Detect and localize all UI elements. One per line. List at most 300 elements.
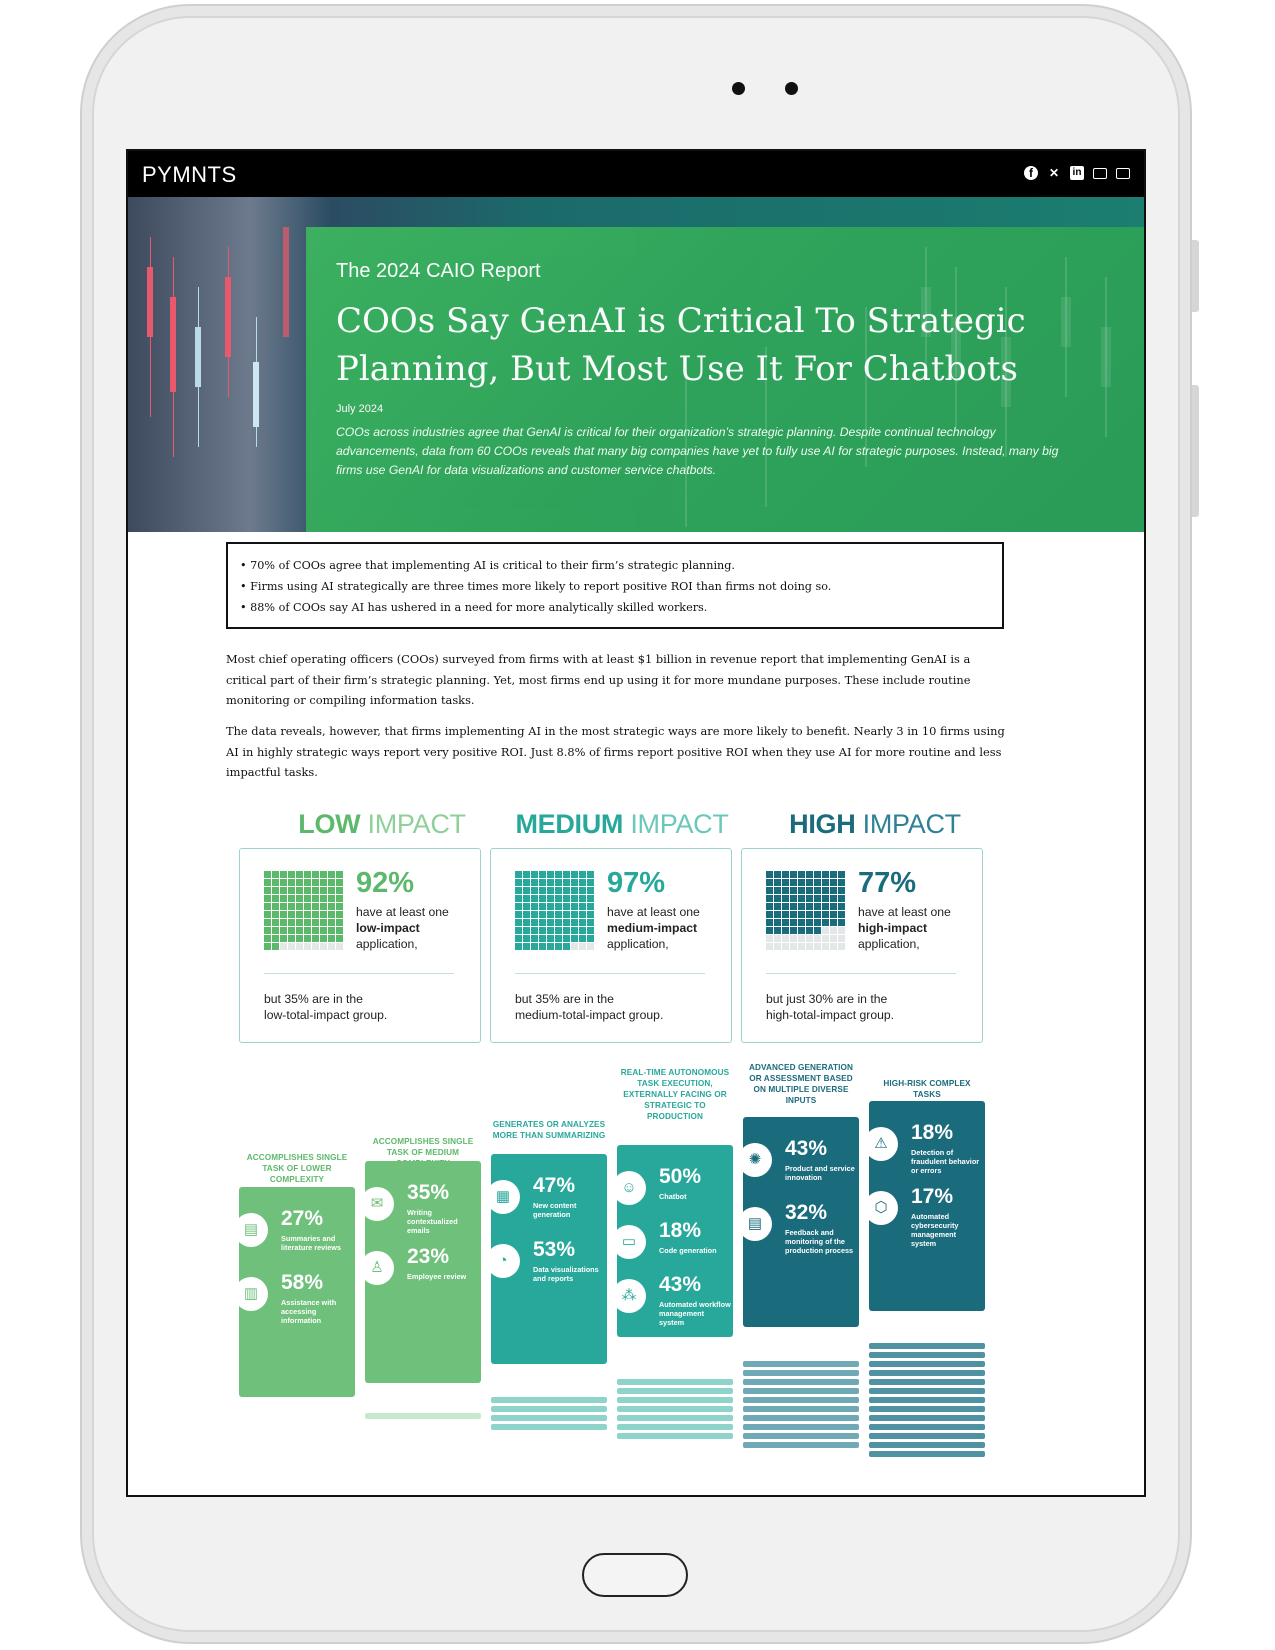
waffle-square [539, 919, 546, 926]
waffle-square [838, 879, 845, 886]
column-stripe [743, 1442, 859, 1448]
impact-foot-line: medium-total-impact group. [515, 1008, 664, 1022]
waffle-square [272, 887, 279, 894]
waffle-square [563, 887, 570, 894]
impact-suffix: IMPACT [623, 809, 729, 839]
mail-icon[interactable] [1093, 168, 1107, 179]
impact-desc-line: have at least one [356, 905, 449, 919]
waffle-square [328, 943, 335, 950]
impact-desc-strong: low-impact [356, 921, 420, 935]
waffle-square [571, 903, 578, 910]
waffle-square [555, 871, 562, 878]
waffle-square [336, 935, 343, 942]
waffle-square [774, 911, 781, 918]
waffle-square [830, 911, 837, 918]
waffle-square [790, 871, 797, 878]
key-point: • 70% of COOs agree that implementing AI is critical to their firm’s strategic planning. [240, 559, 735, 572]
waffle-square [766, 887, 773, 894]
document-search-icon: ▤ [234, 1213, 268, 1247]
waffle-square [790, 895, 797, 902]
impact-desc-strong: medium-impact [607, 921, 698, 935]
waffle-square [555, 943, 562, 950]
x-icon[interactable]: ✕ [1048, 166, 1060, 180]
impact-heading-medium [492, 809, 752, 840]
waffle-square [830, 887, 837, 894]
waffle-square [523, 879, 530, 886]
waffle-square [264, 895, 271, 902]
impact-card-high [741, 848, 983, 1043]
waffle-square [838, 903, 845, 910]
waffle-square [838, 895, 845, 902]
column-label: ACCOMPLISHES SINGLE TASK OF MEDIUM [372, 1137, 474, 1157]
waffle-square [822, 871, 829, 878]
impact-desc-line: application, [858, 937, 920, 951]
waffle-square [547, 903, 554, 910]
waffle-square [272, 927, 279, 934]
waffle-square [539, 887, 546, 894]
column-stripe [491, 1424, 607, 1430]
waffle-square [515, 927, 522, 934]
impact-foot-line: but 35% are in the [264, 992, 363, 1006]
waffle-square [587, 879, 594, 886]
content-icon: ▦ [486, 1180, 520, 1214]
hero-candle [283, 227, 289, 337]
waffle-square [264, 887, 271, 894]
waffle-square [547, 911, 554, 918]
waffle-square [555, 927, 562, 934]
impact-footnote [766, 991, 966, 1023]
waffle-square [296, 919, 303, 926]
waffle-square [782, 927, 789, 934]
waffle-square [539, 871, 546, 878]
waffle-square [336, 895, 343, 902]
waffle-square [312, 927, 319, 934]
report-date: July 2024 [336, 403, 384, 415]
column-label: ACCOMPLISHES SINGLE TASK OF LOWER COMPLEXITY [246, 1153, 348, 1184]
waffle-square [523, 943, 530, 950]
waffle-square [280, 935, 287, 942]
complexity-column [617, 1145, 733, 1337]
waffle-square [798, 935, 805, 942]
waffle-square [782, 895, 789, 902]
waffle-square [272, 895, 279, 902]
use-case-label: Automated workflow management system [659, 1300, 731, 1327]
waffle-square [304, 903, 311, 910]
chart-icon: ◔ [486, 1244, 520, 1278]
waffle-square [304, 895, 311, 902]
clipboard-icon: ▤ [738, 1207, 772, 1241]
use-case-label: Employee review [407, 1272, 467, 1281]
impact-level: HIGH [789, 809, 856, 839]
impact-footnote [515, 991, 715, 1023]
waffle-square [320, 879, 327, 886]
waffle-square [822, 887, 829, 894]
waffle-square [312, 943, 319, 950]
use-case-percentage: 50% [659, 1165, 702, 1188]
impact-percentage: 97% [607, 867, 666, 899]
impact-card-low [239, 848, 481, 1043]
column-stripe [869, 1442, 985, 1448]
waffle-square [328, 879, 335, 886]
waffle-square [539, 879, 546, 886]
waffle-square [515, 887, 522, 894]
waffle-square [563, 871, 570, 878]
waffle-square [587, 871, 594, 878]
waffle-square [304, 911, 311, 918]
waffle-square [571, 887, 578, 894]
waffle-square [830, 927, 837, 934]
tablet-side-button [1192, 240, 1199, 312]
waffle-square [336, 911, 343, 918]
waffle-square [782, 871, 789, 878]
waffle-square [264, 919, 271, 926]
impact-desc-line: have at least one [607, 905, 700, 919]
use-case-label: Summaries and literature reviews [281, 1234, 342, 1252]
impact-desc-strong: high-impact [858, 921, 928, 935]
waffle-square [304, 935, 311, 942]
column-stripe [869, 1352, 985, 1358]
use-case-percentage: 17% [911, 1185, 954, 1208]
key-points-box [226, 542, 1004, 629]
waffle-square [822, 895, 829, 902]
waffle-square [571, 943, 578, 950]
body-paragraph: Most chief operating officers (COOs) surveyed from firms with at least $1 billion in revenue report that implementing GenAI is a critical part of their firm’s strategic planning. Yet, most firms end up using it for more mundane purposes. These include routine monitoring or compiling information tasks. [226, 652, 971, 707]
key-point: • 88% of COOs say AI has ushered in a need for more analytically skilled workers. [240, 601, 708, 614]
card-divider [264, 973, 454, 974]
waffle-square [587, 927, 594, 934]
column-stripe [869, 1433, 985, 1439]
waffle-square [822, 911, 829, 918]
waffle-square [515, 903, 522, 910]
waffle-square [531, 919, 538, 926]
hero-candle [253, 362, 259, 427]
waffle-square [280, 879, 287, 886]
waffle-square [563, 911, 570, 918]
waffle-square [296, 903, 303, 910]
top-bar [128, 151, 1144, 197]
waffle-square [838, 919, 845, 926]
waffle-square [304, 919, 311, 926]
column-stripe [869, 1424, 985, 1430]
waffle-square [336, 903, 343, 910]
report-label: The 2024 CAIO Report [336, 260, 541, 282]
waffle-square [587, 919, 594, 926]
waffle-square [336, 943, 343, 950]
waffle-square [531, 943, 538, 950]
waffle-square [838, 943, 845, 950]
waffle-square [782, 943, 789, 950]
waffle-square [515, 871, 522, 878]
waffle-square [790, 911, 797, 918]
waffle-square [336, 919, 343, 926]
tablet-side-button [1192, 385, 1199, 517]
waffle-square [798, 887, 805, 894]
impact-foot-line: high-total-impact group. [766, 1008, 895, 1022]
waffle-square [280, 919, 287, 926]
waffle-square [312, 911, 319, 918]
waffle-square [336, 927, 343, 934]
column-label: GENERATES OR ANALYZES MORE THAN SUMMARIZING [492, 1120, 606, 1140]
waffle-square [806, 887, 813, 894]
waffle-square [798, 943, 805, 950]
waffle-square [264, 879, 271, 886]
waffle-square [587, 943, 594, 950]
waffle-square [296, 871, 303, 878]
waffle-square [288, 935, 295, 942]
waffle-square [288, 927, 295, 934]
card-divider [766, 973, 956, 974]
hero-banner [128, 197, 1144, 532]
waffle-square [264, 911, 271, 918]
key-point: • Firms using AI strategically are three times more likely to report positive ROI than firms not doing so. [240, 580, 832, 593]
waffle-square [579, 879, 586, 886]
waffle-square [312, 895, 319, 902]
complexity-column [491, 1154, 607, 1364]
waffle-square [320, 903, 327, 910]
waffle-square [320, 911, 327, 918]
employee-icon: ♙ [360, 1251, 394, 1285]
column-stripe [869, 1451, 985, 1457]
waffle-square [579, 903, 586, 910]
waffle-square [296, 879, 303, 886]
waffle-square [515, 879, 522, 886]
waffle-square [272, 911, 279, 918]
hero-panel [306, 227, 1144, 532]
waffle-square [288, 879, 295, 886]
waffle-square [264, 927, 271, 934]
waffle-square [320, 887, 327, 894]
waffle-square [782, 879, 789, 886]
use-case-label: New content generation [533, 1201, 577, 1219]
waffle-square [304, 887, 311, 894]
waffle-square [774, 871, 781, 878]
waffle-square [782, 935, 789, 942]
waffle-square [814, 879, 821, 886]
waffle-square [798, 903, 805, 910]
waffle-square [328, 887, 335, 894]
impact-percentage: 92% [356, 867, 415, 899]
waffle-square [563, 935, 570, 942]
column-stripe [869, 1388, 985, 1394]
facebook-icon[interactable]: f [1024, 166, 1038, 180]
column-stripe [491, 1406, 607, 1412]
waffle-square [328, 935, 335, 942]
waffle-square [579, 935, 586, 942]
waffle-square [830, 935, 837, 942]
impact-description [858, 904, 951, 952]
waffle-square [328, 911, 335, 918]
waffle-square [328, 927, 335, 934]
waffle-square [304, 879, 311, 886]
waffle-square [838, 871, 845, 878]
column-stripe [617, 1397, 733, 1403]
column-stripe [365, 1413, 481, 1419]
waffle-square [547, 887, 554, 894]
waffle-square [806, 935, 813, 942]
column-stripe [743, 1406, 859, 1412]
waffle-chart [515, 871, 595, 949]
column-stripe [617, 1433, 733, 1439]
waffle-square [571, 911, 578, 918]
waffle-square [571, 935, 578, 942]
shield-icon: ⬡ [864, 1191, 898, 1225]
waffle-square [312, 935, 319, 942]
waffle-square [830, 903, 837, 910]
waffle-square [264, 871, 271, 878]
waffle-square [814, 927, 821, 934]
complexity-column [365, 1161, 481, 1383]
waffle-square [766, 919, 773, 926]
use-case-label: Writing contextualized emails [407, 1208, 458, 1235]
waffle-square [555, 887, 562, 894]
column-stripe [491, 1415, 607, 1421]
warning-icon: ⚠ [864, 1127, 898, 1161]
use-case-percentage: 35% [407, 1181, 450, 1204]
impact-description [356, 904, 449, 952]
waffle-square [523, 935, 530, 942]
waffle-square [312, 903, 319, 910]
use-case-percentage: 18% [911, 1121, 954, 1144]
waffle-square [587, 911, 594, 918]
waffle-square [264, 935, 271, 942]
newsletter-icon[interactable] [1116, 168, 1130, 179]
code-icon: ▭ [612, 1225, 646, 1259]
waffle-square [547, 927, 554, 934]
waffle-square [838, 887, 845, 894]
column-label: REAL-TIME AUTONOMOUS TASK EXECUTION, EXTERNALLY FACING OR STRATEGIC TO PRODUCTION [620, 1068, 730, 1121]
complexity-column [869, 1101, 985, 1311]
impact-foot-line: but just 30% are in the [766, 992, 888, 1006]
waffle-square [547, 919, 554, 926]
waffle-square [312, 879, 319, 886]
waffle-square [790, 887, 797, 894]
column-stripe [617, 1415, 733, 1421]
waffle-square [320, 919, 327, 926]
waffle-square [814, 911, 821, 918]
waffle-square [830, 879, 837, 886]
impact-desc-line: application, [356, 937, 418, 951]
waffle-square [774, 927, 781, 934]
waffle-square [555, 919, 562, 926]
waffle-square [547, 943, 554, 950]
use-case-label: Code generation [659, 1246, 717, 1255]
waffle-square [798, 919, 805, 926]
waffle-square [523, 927, 530, 934]
waffle-square [790, 903, 797, 910]
waffle-square [320, 927, 327, 934]
waffle-square [336, 887, 343, 894]
waffle-square [798, 927, 805, 934]
use-case-label: Data visualizations and reports [533, 1265, 599, 1283]
waffle-square [782, 919, 789, 926]
waffle-square [539, 903, 546, 910]
waffle-square [798, 871, 805, 878]
body-paragraph: The data reveals, however, that firms implementing AI in the most strategic ways are more likely to benefit. Nearly 3 in 10 firms using AI in highly strategic ways report very positive ROI. Just 8.8% of firms report positive ROI when they use AI for more routine and less impactful tasks. [226, 724, 1005, 779]
waffle-square [587, 895, 594, 902]
use-case-percentage: 53% [533, 1238, 576, 1261]
waffle-square [563, 943, 570, 950]
waffle-square [312, 919, 319, 926]
column-stripe [869, 1379, 985, 1385]
waffle-square [806, 911, 813, 918]
waffle-square [515, 943, 522, 950]
linkedin-icon[interactable]: in [1070, 166, 1084, 180]
waffle-square [264, 943, 271, 950]
waffle-square [563, 919, 570, 926]
impact-percentage: 77% [858, 867, 917, 899]
waffle-square [288, 919, 295, 926]
impact-suffix: IMPACT [855, 809, 961, 839]
waffle-square [555, 935, 562, 942]
waffle-square [336, 871, 343, 878]
hero-candle [147, 267, 153, 337]
hero-candle [170, 297, 176, 392]
waffle-square [328, 903, 335, 910]
chatbot-icon: ☺ [612, 1171, 646, 1205]
impact-foot-line: low-total-impact group. [264, 1008, 388, 1022]
waffle-square [774, 903, 781, 910]
use-case-label: Detection of fraudulent behavior or errors [911, 1148, 980, 1175]
report-description: COOs across industries agree that GenAI is critical for their organization’s strategic planning. Despite continual technology advancements, data from 60 COOs reveals that many big companies have yet to fully use AI for strategic purposes. Instead, many big firms use GenAI for data visualizations and customer service chatbots. [336, 425, 1059, 477]
hero-candle [195, 327, 201, 387]
impact-description [607, 904, 700, 952]
waffle-square [547, 935, 554, 942]
waffle-square [288, 911, 295, 918]
column-stripe [743, 1361, 859, 1367]
info-access-icon: ▥ [234, 1277, 268, 1311]
waffle-square [822, 903, 829, 910]
waffle-square [579, 887, 586, 894]
waffle-square [782, 911, 789, 918]
pymnts-logo[interactable]: PYMNTS [142, 162, 237, 187]
complexity-column [743, 1117, 859, 1327]
card-divider [515, 973, 705, 974]
waffle-square [774, 879, 781, 886]
waffle-square [539, 911, 546, 918]
waffle-square [774, 919, 781, 926]
waffle-square [766, 943, 773, 950]
waffle-square [790, 935, 797, 942]
waffle-square [587, 935, 594, 942]
waffle-square [563, 927, 570, 934]
waffle-square [838, 911, 845, 918]
waffle-square [806, 903, 813, 910]
waffle-square [814, 903, 821, 910]
impact-heading-high [760, 809, 990, 840]
waffle-square [766, 911, 773, 918]
waffle-square [531, 895, 538, 902]
use-case-label: Automated cybersecurity management system [911, 1212, 959, 1248]
waffle-square [579, 895, 586, 902]
column-label: ADVANCED GENERATION OR ASSESSMENT BASED ON MULTIPLE DIVERSE INPUTS [749, 1063, 853, 1105]
waffle-square [531, 903, 538, 910]
camera-dot [732, 82, 745, 95]
waffle-square [531, 887, 538, 894]
waffle-square [822, 943, 829, 950]
waffle-square [288, 943, 295, 950]
home-button[interactable] [582, 1553, 688, 1597]
waffle-square [587, 887, 594, 894]
column-stripe [869, 1415, 985, 1421]
waffle-square [798, 879, 805, 886]
waffle-square [571, 871, 578, 878]
waffle-square [328, 895, 335, 902]
waffle-square [766, 935, 773, 942]
camera-dot [785, 82, 798, 95]
waffle-square [814, 935, 821, 942]
impact-desc-line: have at least one [858, 905, 951, 919]
waffle-square [555, 903, 562, 910]
